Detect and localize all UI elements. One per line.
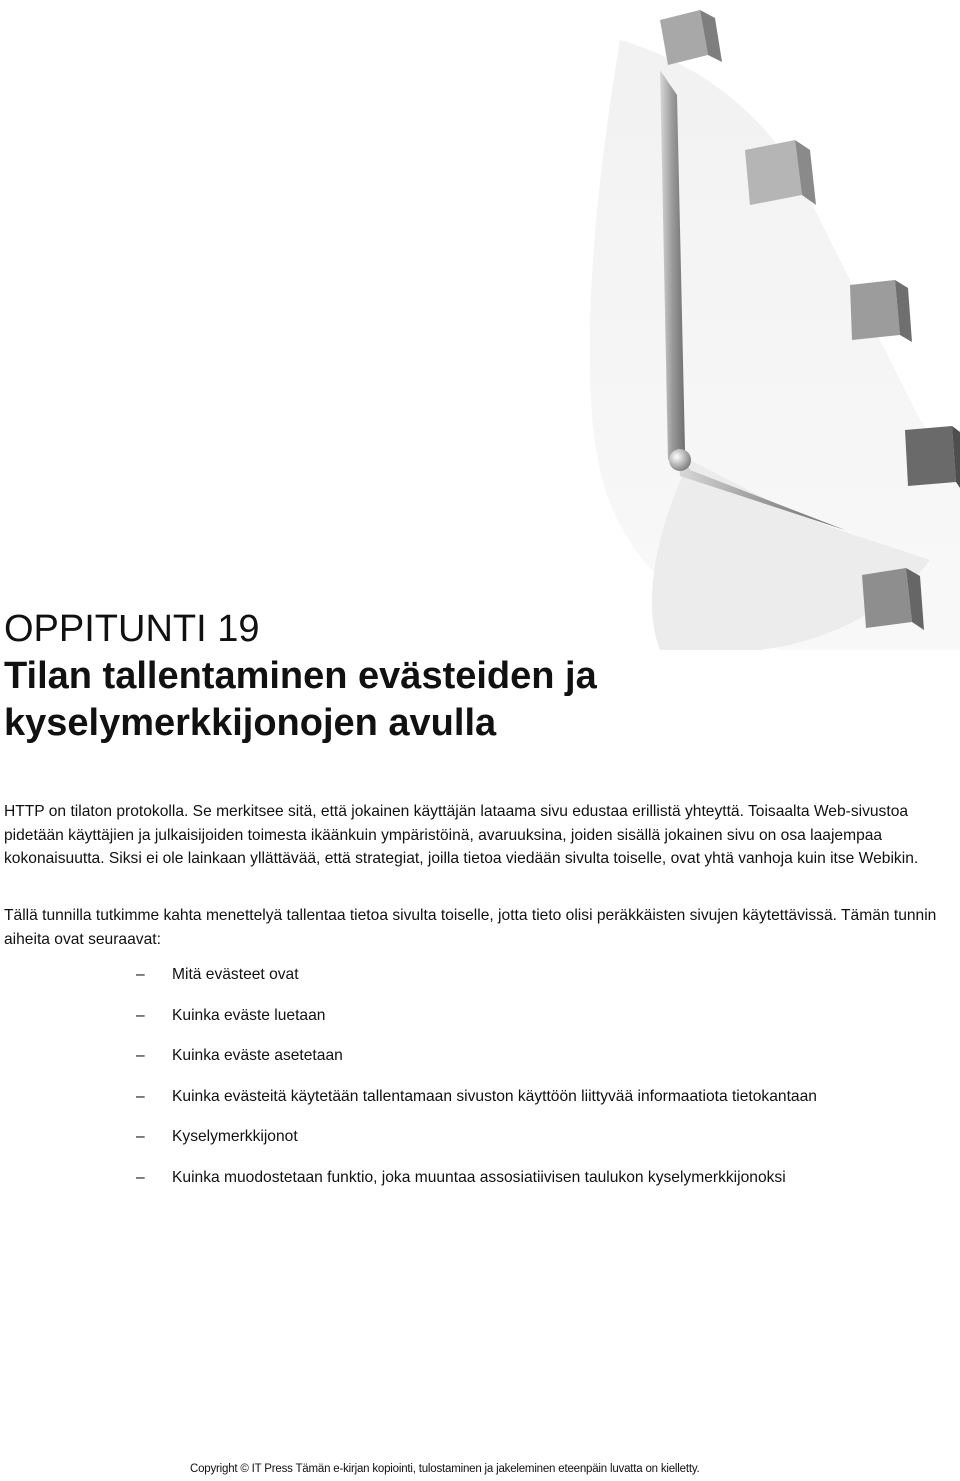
topic-text: Kuinka eväste luetaan: [172, 1006, 326, 1024]
bullet-dash: –: [136, 1168, 145, 1186]
bullet-dash: –: [136, 1087, 145, 1105]
cube-5: [862, 568, 924, 630]
lesson-title-line-1: Tilan tallentaminen evästeiden ja: [4, 655, 597, 697]
list-item: [0, 964, 820, 986]
list-item: [0, 1045, 820, 1067]
clock-hands-cubes-illustration: [540, 0, 960, 650]
list-item: [0, 1126, 820, 1148]
intro-paragraph: HTTP on tilaton protokolla. Se merkitsee sitä, että jokainen käyttäjän lataama sivu edustaa erillistä yhteyttä. Toisaalta Web-sivustoa pidetään käyttäjien ja julkaisijoiden toimesta ikäänkuin ympäristöinä, avaruuksina, joiden sisällä jokainen sivu on osa laajempaa kokonaisuutta. Siksi ei ole lainkaan yllättävää, että strategiat, joilla tietoa viedään sivulta toiselle, ovat yhtä vanhoja kuin itse Webikin.: [4, 803, 919, 867]
lesson-title: [4, 606, 597, 747]
list-item: [0, 1167, 820, 1189]
clock-center: [669, 449, 691, 471]
list-item: [0, 1005, 820, 1027]
cube-3: [850, 280, 912, 342]
lesson-number: OPPITUNTI 19: [4, 608, 260, 650]
bullet-dash: –: [136, 1006, 145, 1024]
cube-1: [660, 10, 722, 65]
topic-text: Kuinka eväste asetetaan: [172, 1047, 343, 1064]
topic-text: Kuinka muodostetaan funktio, joka muuntaa assosiatiivisen taulukon kyselymerkkijonoksi: [172, 1168, 786, 1186]
bullet-dash: –: [136, 1047, 145, 1064]
copyright-footer: Copyright © IT Press Tämän e-kirjan kopiointi, tulostaminen ja jakeleminen eteenpäin luvatta on kielletty.: [190, 1463, 700, 1475]
bullet-dash: –: [136, 1128, 145, 1145]
topic-text: Kuinka evästeitä käytetään tallentamaan sivuston käyttöön liittyvää informaatiota tietokantaan: [172, 1087, 817, 1105]
cube-4: [905, 426, 960, 488]
bullet-dash: –: [136, 966, 145, 983]
list-item: [0, 1086, 820, 1108]
topic-list: [0, 964, 820, 1207]
cube-2: [745, 140, 816, 205]
lesson-title-line-2: kyselymerkkijonojen avulla: [4, 702, 497, 744]
topic-text: Kyselymerkkijonot: [172, 1128, 298, 1145]
topics-intro-paragraph: Tällä tunnilla tutkimme kahta menettelyä tallentaa tietoa sivulta toiselle, jotta tieto olisi peräkkäisten sivujen käytettävissä. Tämän tunnin aiheita ovat seuraavat:: [4, 907, 937, 948]
topic-text: Mitä evästeet ovat: [172, 966, 299, 983]
